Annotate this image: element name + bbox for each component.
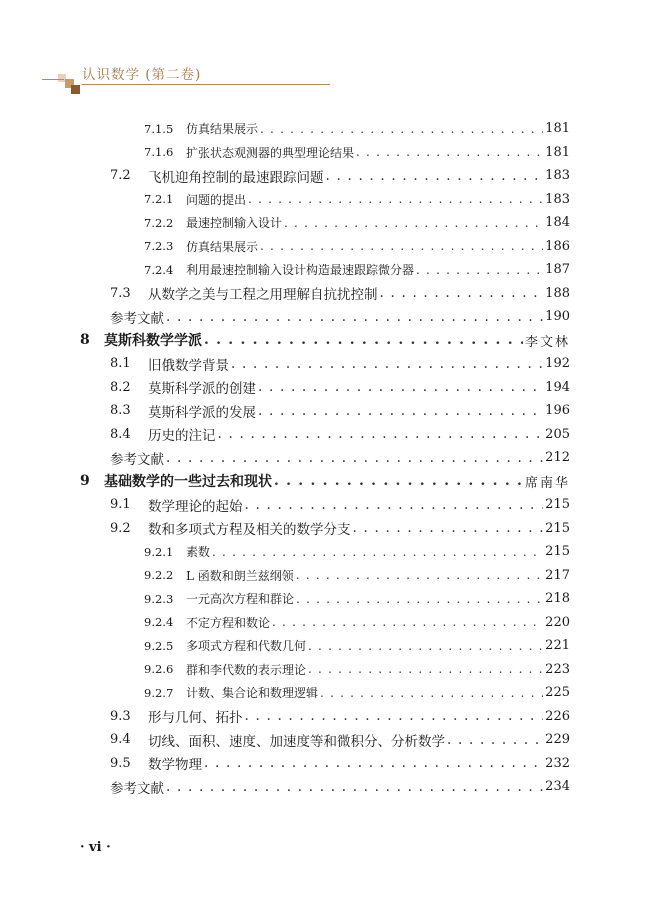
toc-leader-dots bbox=[447, 732, 543, 748]
toc-leader-dots bbox=[353, 520, 544, 536]
running-header bbox=[0, 0, 651, 100]
toc-entry-title: 仿真结果展示 bbox=[186, 122, 259, 137]
toc-leader-dots bbox=[204, 755, 543, 771]
toc-leader-dots bbox=[416, 263, 543, 277]
toc-entry-title: 群和李代数的表示理论 bbox=[186, 662, 307, 677]
toc-entry-number: 8.3 bbox=[110, 403, 131, 419]
toc-leader-dots bbox=[326, 168, 544, 184]
toc-entry-title: 素数 bbox=[186, 545, 211, 560]
toc-leader-dots bbox=[258, 403, 543, 419]
toc-leader-dots bbox=[320, 686, 543, 700]
toc-entry-title: 最速控制输入设计 bbox=[186, 216, 283, 231]
toc-entry-page: 183 bbox=[545, 168, 570, 184]
toc-entry-page: 190 bbox=[545, 309, 570, 325]
toc-entry bbox=[0, 376, 570, 400]
toc-leader-dots bbox=[204, 332, 523, 348]
toc-entry-title: 数学物理 bbox=[148, 757, 202, 774]
toc-entry-number: 9.2.7 bbox=[144, 685, 174, 700]
toc-leader-dots bbox=[218, 426, 544, 442]
toc-entry-title: 扩张状态观测器的典型理论结果 bbox=[186, 145, 355, 160]
toc-entry-title: 历史的注记 bbox=[148, 428, 216, 445]
toc-entry-number: 9.2.2 bbox=[144, 568, 174, 583]
toc-entry-title: 参考文献 bbox=[110, 310, 164, 327]
toc-entry-page: 217 bbox=[545, 567, 570, 583]
toc-entry-number: 9.2.3 bbox=[144, 591, 174, 606]
toc-entry-number: 9.2.5 bbox=[144, 638, 174, 653]
toc-entry-page: 183 bbox=[545, 191, 570, 207]
toc-entry bbox=[0, 564, 570, 588]
toc-entry-number: 8 bbox=[80, 332, 90, 349]
toc-entry-author: 席南华 bbox=[524, 475, 570, 491]
header-decoration-icon bbox=[56, 70, 84, 98]
toc-entry-number: 7.3 bbox=[110, 285, 131, 301]
toc-entry-title: L 函数和朗兰兹纲领 bbox=[186, 568, 294, 583]
toc-entry-number: 9 bbox=[80, 473, 90, 490]
toc-entry bbox=[0, 258, 570, 282]
toc-entry-page: 184 bbox=[545, 215, 570, 231]
toc-entry bbox=[0, 211, 570, 235]
toc-entry bbox=[0, 329, 570, 353]
toc-entry bbox=[0, 305, 570, 329]
toc-entry-title: 参考文献 bbox=[110, 451, 164, 468]
toc-entry bbox=[0, 658, 570, 682]
toc-entry-title: 数学理论的起始 bbox=[148, 498, 243, 515]
toc-entry-number: 9.2 bbox=[110, 520, 131, 536]
toc-leader-dots bbox=[272, 615, 543, 629]
toc-entry-number: 9.4 bbox=[110, 732, 131, 748]
toc-entry-title: 莫斯科学派的创建 bbox=[148, 381, 256, 398]
toc-entry-title: 计数、集合论和数理逻辑 bbox=[186, 686, 319, 701]
toc-leader-dots bbox=[245, 497, 544, 513]
toc-entry-page: 188 bbox=[545, 285, 570, 301]
toc-entry-title: 莫斯科学派的发展 bbox=[148, 404, 256, 421]
toc-entry-number: 7.2.1 bbox=[144, 192, 174, 207]
toc-entry bbox=[0, 728, 570, 752]
toc-entry-title: 形与几何、拓扑 bbox=[148, 710, 243, 727]
toc-leader-dots bbox=[356, 145, 543, 159]
toc-entry bbox=[0, 282, 570, 306]
toc-entry-number: 9.2.1 bbox=[144, 544, 174, 559]
toc-entry-title: 从数学之美与工程之用理解自抗扰控制 bbox=[148, 287, 378, 304]
toc-entry-page: 186 bbox=[545, 238, 570, 254]
toc-entry-title: 一元高次方程和群论 bbox=[186, 592, 295, 607]
toc-entry-title: 数和多项式方程及相关的数学分支 bbox=[148, 522, 351, 539]
toc-entry bbox=[0, 141, 570, 165]
toc-leader-dots bbox=[166, 309, 543, 325]
toc-entry bbox=[0, 188, 570, 212]
toc-entry-page: 212 bbox=[545, 450, 570, 466]
toc-entry bbox=[0, 493, 570, 517]
toc-entry-title: 问题的提出 bbox=[186, 192, 247, 207]
toc-entry-title: 多项式方程和代数几何 bbox=[186, 639, 307, 654]
toc-leader-dots bbox=[308, 639, 543, 653]
toc-entry bbox=[0, 470, 570, 494]
toc-leader-dots bbox=[248, 192, 543, 206]
toc-entry bbox=[0, 752, 570, 776]
toc-leader-dots bbox=[380, 285, 544, 301]
toc-entry bbox=[0, 235, 570, 259]
header-rule bbox=[82, 84, 330, 85]
toc-entry-page: 215 bbox=[545, 520, 570, 536]
toc-entry bbox=[0, 587, 570, 611]
toc-entry-page: 205 bbox=[545, 426, 570, 442]
toc-entry-author: 李文林 bbox=[524, 334, 570, 350]
toc-entry-title: 利用最速控制输入设计构造最速跟踪微分器 bbox=[186, 263, 415, 278]
toc-entry-page: 234 bbox=[545, 779, 570, 795]
toc-entry-page: 194 bbox=[545, 379, 570, 395]
toc-entry bbox=[0, 775, 570, 799]
toc-entry-number: 9.2.6 bbox=[144, 662, 174, 677]
toc-leader-dots bbox=[274, 473, 523, 489]
toc-entry bbox=[0, 164, 570, 188]
toc-entry bbox=[0, 399, 570, 423]
toc-entry-title: 基础数学的一些过去和现状 bbox=[104, 474, 272, 491]
toc-entry-page: 220 bbox=[545, 614, 570, 630]
toc-entry bbox=[0, 446, 570, 470]
toc-entry-number: 9.1 bbox=[110, 497, 131, 513]
toc-entry-number: 8.1 bbox=[110, 356, 131, 372]
toc-entry bbox=[0, 540, 570, 564]
toc-entry-number: 8.4 bbox=[110, 426, 131, 442]
toc-entry-page: 215 bbox=[545, 497, 570, 513]
toc-leader-dots bbox=[284, 216, 543, 230]
table-of-contents bbox=[0, 117, 651, 799]
toc-entry-title: 不定方程和数论 bbox=[186, 615, 271, 630]
toc-entry-title: 旧俄数学背景 bbox=[148, 357, 229, 374]
toc-entry-number: 7.2.2 bbox=[144, 215, 174, 230]
toc-leader-dots bbox=[245, 708, 544, 724]
toc-entry-title: 莫斯科数学学派 bbox=[104, 333, 202, 350]
toc-entry-number: 7.2.3 bbox=[144, 239, 174, 254]
toc-entry-number: 9.5 bbox=[110, 755, 131, 771]
toc-leader-dots bbox=[260, 122, 543, 136]
toc-entry-title: 切线、面积、速度、加速度等和微积分、分析数学 bbox=[148, 733, 445, 750]
toc-entry-page: 223 bbox=[545, 661, 570, 677]
toc-leader-dots bbox=[212, 545, 543, 559]
toc-entry-page: 215 bbox=[545, 544, 570, 560]
toc-entry-title: 参考文献 bbox=[110, 780, 164, 797]
toc-entry-page: 229 bbox=[545, 732, 570, 748]
toc-entry bbox=[0, 423, 570, 447]
toc-entry bbox=[0, 705, 570, 729]
toc-entry-page: 218 bbox=[545, 591, 570, 607]
toc-entry-page: 181 bbox=[545, 144, 570, 160]
toc-leader-dots bbox=[166, 450, 543, 466]
toc-entry-number: 8.2 bbox=[110, 379, 131, 395]
toc-entry-number: 7.2 bbox=[110, 168, 131, 184]
toc-entry-page: 221 bbox=[545, 638, 570, 654]
toc-entry-number: 7.1.6 bbox=[144, 145, 174, 160]
toc-leader-dots bbox=[296, 592, 543, 606]
toc-entry-number: 7.2.4 bbox=[144, 262, 174, 277]
toc-entry bbox=[0, 681, 570, 705]
toc-leader-dots bbox=[166, 779, 543, 795]
toc-entry-number: 9.2.4 bbox=[144, 615, 174, 630]
toc-leader-dots bbox=[308, 662, 543, 676]
toc-entry-title: 仿真结果展示 bbox=[186, 239, 259, 254]
toc-entry-title: 飞机迎角控制的最速跟踪问题 bbox=[148, 169, 324, 186]
toc-leader-dots bbox=[258, 379, 543, 395]
toc-entry bbox=[0, 634, 570, 658]
toc-entry-page: 187 bbox=[545, 262, 570, 278]
toc-entry-page: 232 bbox=[545, 755, 570, 771]
header-rule-stub bbox=[42, 79, 64, 80]
header-title: 认识数学 (第二卷) bbox=[82, 67, 202, 83]
toc-entry-number: 7.1.5 bbox=[144, 121, 174, 136]
toc-entry bbox=[0, 352, 570, 376]
toc-entry-page: 225 bbox=[545, 685, 570, 701]
toc-leader-dots bbox=[296, 568, 543, 582]
toc-leader-dots bbox=[260, 239, 543, 253]
toc-entry-page: 196 bbox=[545, 403, 570, 419]
toc-entry bbox=[0, 117, 570, 141]
toc-entry bbox=[0, 517, 570, 541]
toc-leader-dots bbox=[231, 356, 543, 372]
toc-entry bbox=[0, 611, 570, 635]
toc-entry-page: 181 bbox=[545, 121, 570, 137]
toc-entry-page: 226 bbox=[545, 708, 570, 724]
toc-entry-page: 192 bbox=[545, 356, 570, 372]
page-number: · vi · bbox=[80, 840, 111, 855]
toc-entry-number: 9.3 bbox=[110, 708, 131, 724]
